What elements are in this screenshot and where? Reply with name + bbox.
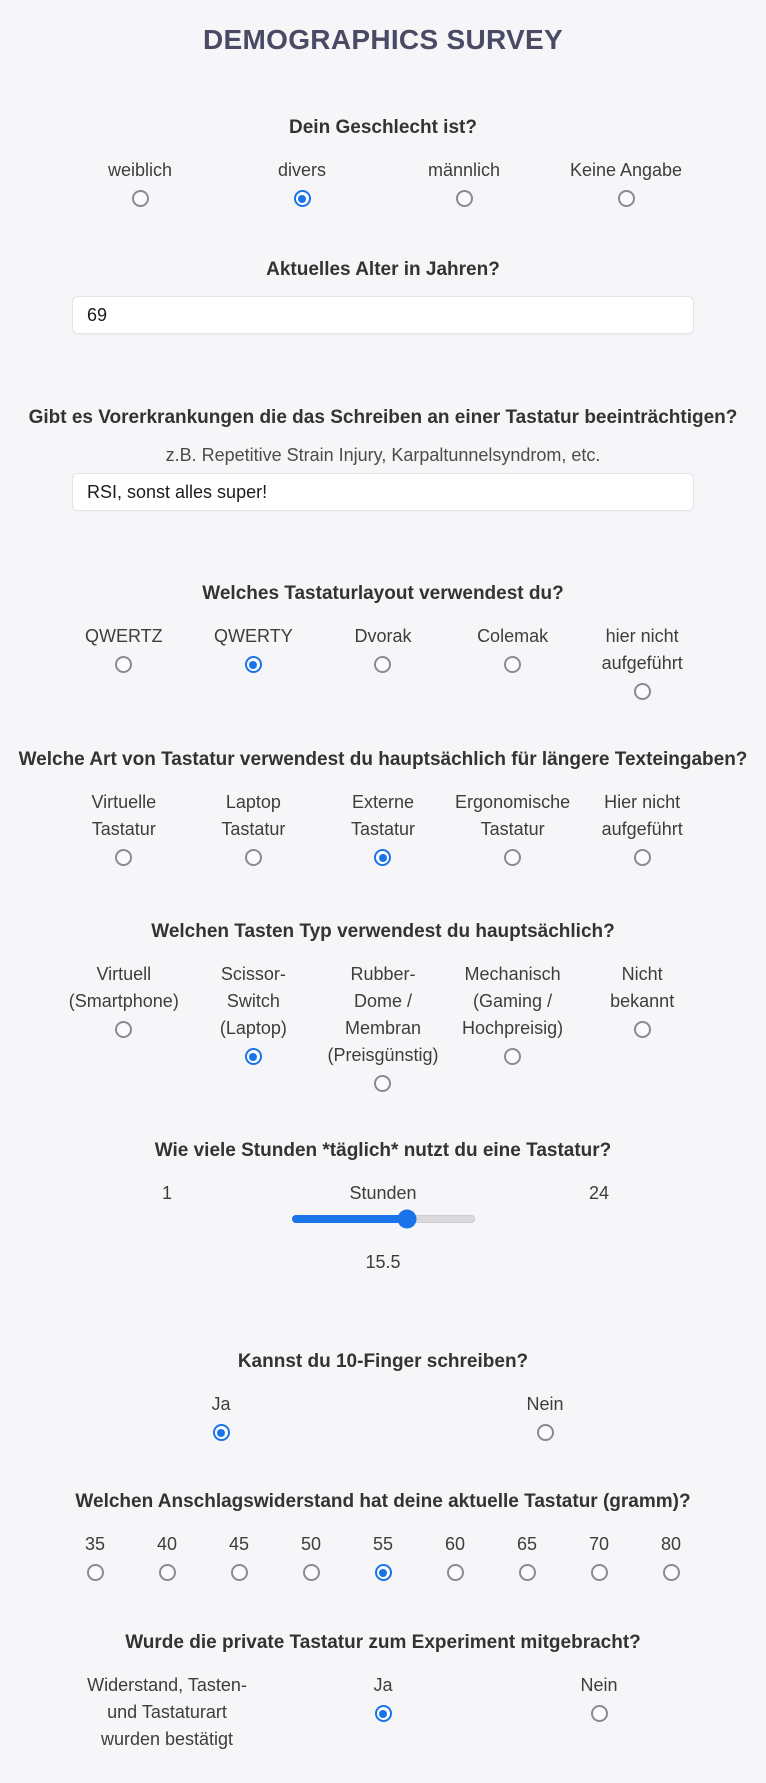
radio-option [275,1672,491,1722]
radio-button[interactable] [634,849,651,866]
radio-option [563,1531,635,1581]
radio-option-label: Virtuell (Smartphone) [68,964,179,1011]
radio-option [545,157,707,207]
radio-option [448,789,578,866]
radio-option [131,1531,203,1581]
radio-option [383,1391,707,1441]
radio-button[interactable] [447,1564,464,1581]
radio-option-label: 50 [300,1534,322,1554]
radio-option [383,157,545,207]
radio-option [577,789,707,866]
radio-option-label: Ja [211,1394,231,1414]
question-resistance [0,1489,766,1581]
question-touch-typing [0,1349,766,1441]
question-keyboard-brought [0,1630,766,1753]
radio-button[interactable] [245,1048,262,1065]
page-title: DEMOGRAPHICS SURVEY [203,24,563,55]
note-text: Widerstand, Tasten- und Tastaturart wurden bestätigt [87,1675,247,1749]
radio-option-label: Scissor- Switch (Laptop) [219,964,287,1038]
radio-option [448,961,578,1065]
radio-option-label: Ergonomische Tastatur [455,792,571,839]
radio-button[interactable] [374,849,391,866]
radio-option-label: Ja [373,1675,393,1695]
radio-button[interactable] [87,1564,104,1581]
radio-option [59,1391,383,1441]
radio-option [491,1672,707,1722]
radio-button[interactable] [374,656,391,673]
question-keyboard-brought-label: Wurde die private Tastatur zum Experiment mitgebracht? [125,1632,641,1653]
radio-option [577,623,707,700]
preconditions-hint: z.B. Repetitive Strain Injury, Karpaltunnelsyndrom, etc. [165,445,601,465]
question-daily-hours [0,1138,766,1276]
radio-button[interactable] [456,190,473,207]
question-keyboard-kind-label: Welche Art von Tastatur verwendest du hauptsächlich für längere Texteingaben? [18,749,748,770]
survey-page [0,23,766,1753]
radio-button[interactable] [663,1564,680,1581]
hours-slider-row [59,1180,707,1223]
radio-button[interactable] [591,1705,608,1722]
question-daily-hours-label: Wie viele Stunden *täglich* nutzt du eine Tastatur? [154,1140,612,1161]
radio-button[interactable] [504,1048,521,1065]
question-age-label: Aktuelles Alter in Jahren? [266,259,500,280]
radio-option [59,789,189,866]
radio-button[interactable] [115,849,132,866]
radio-button[interactable] [634,683,651,700]
radio-button[interactable] [245,656,262,673]
keyboard-brought-note [59,1672,275,1753]
question-preconditions [0,405,766,511]
radio-button[interactable] [537,1424,554,1441]
radio-button[interactable] [159,1564,176,1581]
radio-option-label: QWERTY [214,626,293,646]
hours-slider-col [275,1180,491,1223]
question-preconditions-label: Gibt es Vorerkrankungen die das Schreiben an einer Tastatur beeinträchtigen? [28,407,738,428]
radio-option-label: Nein [580,1675,618,1695]
hours-min-label: 1 [161,1183,172,1203]
radio-option [448,623,578,673]
radio-button[interactable] [303,1564,320,1581]
keyboard-kind-options [59,789,707,866]
question-key-type-label: Welchen Tasten Typ verwendest du hauptsächlich? [151,921,615,942]
radio-button[interactable] [213,1424,230,1441]
radio-option-label: Virtuelle Tastatur [91,792,157,839]
question-age [0,257,766,334]
radio-button[interactable] [375,1564,392,1581]
radio-option-label: QWERTZ [84,626,163,646]
radio-option-label: Laptop Tastatur [221,792,286,839]
radio-option [318,789,448,866]
radio-button[interactable] [374,1075,391,1092]
radio-button[interactable] [519,1564,536,1581]
resistance-options [59,1531,707,1581]
radio-option-label: 65 [516,1534,538,1554]
question-gender-label: Dein Geschlecht ist? [289,117,477,138]
radio-option-label: 35 [84,1534,106,1554]
radio-option-label: Nicht bekannt [610,964,675,1011]
radio-option [59,157,221,207]
radio-option [318,961,448,1092]
radio-option [59,1531,131,1581]
radio-option [491,1531,563,1581]
radio-option-label: 60 [444,1534,466,1554]
radio-option-label: Hier nicht aufgeführt [601,792,683,839]
radio-option [577,961,707,1038]
hours-slider-fill [292,1215,407,1223]
radio-button[interactable] [132,190,149,207]
radio-option [203,1531,275,1581]
radio-option-label: 70 [588,1534,610,1554]
key-type-options [59,961,707,1092]
hours-axis-label: Stunden [349,1183,417,1203]
gender-options [59,157,707,207]
question-resistance-label: Welchen Anschlagswiderstand hat deine aktuelle Tastatur (gramm)? [75,1491,691,1512]
radio-option-label: Keine Angabe [569,160,683,180]
radio-option [635,1531,707,1581]
preconditions-input[interactable] [72,473,694,511]
radio-option-label: weiblich [107,160,173,180]
radio-option [221,157,383,207]
hours-value: 15.5 [365,1252,401,1272]
radio-button[interactable] [634,1021,651,1038]
radio-option [189,961,319,1065]
radio-option-label: Nein [526,1394,564,1414]
radio-button[interactable] [504,656,521,673]
hours-max-label: 24 [588,1183,610,1203]
radio-button[interactable] [245,849,262,866]
radio-option-label: Mechanisch (Gaming / Hochpreisig) [462,964,564,1038]
question-keyboard-layout [0,581,766,700]
radio-option [189,623,319,673]
question-keyboard-kind [0,747,766,866]
keyboard-layout-options [59,623,707,700]
radio-button[interactable] [231,1564,248,1581]
question-keyboard-layout-label: Welches Tastaturlayout verwendest du? [202,583,564,604]
radio-button[interactable] [591,1564,608,1581]
radio-option [59,623,189,673]
radio-option-label: Rubber- Dome / Membran (Preisgünstig) [327,964,439,1065]
radio-option [275,1531,347,1581]
radio-button[interactable] [618,190,635,207]
radio-option-label: männlich [427,160,501,180]
radio-option-label: divers [277,160,326,180]
age-input[interactable] [72,296,694,334]
radio-button[interactable] [504,849,521,866]
question-key-type [0,919,766,1092]
radio-option-label: Colemak [477,626,549,646]
keyboard-brought-options [59,1672,707,1753]
hours-slider-track[interactable] [292,1215,475,1223]
radio-option [59,961,189,1038]
radio-option-label: hier nicht aufgeführt [601,626,683,673]
radio-option-label: Dvorak [354,626,412,646]
radio-button[interactable] [375,1705,392,1722]
radio-option [189,789,319,866]
radio-option [347,1531,419,1581]
touch-typing-options [59,1391,707,1441]
radio-option-label: 80 [660,1534,682,1554]
radio-option-label: 45 [228,1534,250,1554]
radio-option-label: Externe Tastatur [350,792,415,839]
radio-option-label: 40 [156,1534,178,1554]
question-touch-typing-label: Kannst du 10-Finger schreiben? [237,1351,529,1372]
radio-button[interactable] [115,1021,132,1038]
radio-button[interactable] [294,190,311,207]
hours-slider-thumb[interactable] [397,1210,416,1229]
radio-option [419,1531,491,1581]
question-gender [0,115,766,207]
radio-option [318,623,448,673]
radio-button[interactable] [115,656,132,673]
radio-option-label: 55 [372,1534,394,1554]
